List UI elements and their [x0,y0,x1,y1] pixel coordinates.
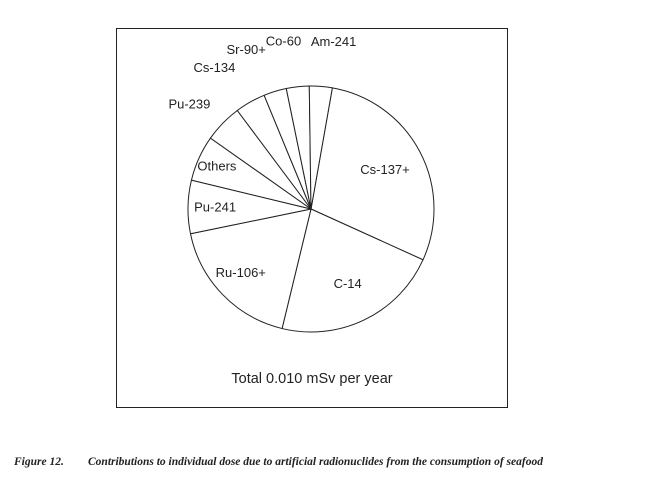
chart-frame [116,28,508,408]
total-dose-note: Total 0.010 mSv per year [231,371,393,387]
pie-chart [117,29,509,409]
slice-label-pu-239: Pu-239 [168,96,211,112]
slice-label-others: Others [197,158,237,174]
slice-label-sr-90-: Sr-90+ [226,42,266,58]
caption-text: Contributions to individual dose due to artificial radionuclides from the consumption of seafood [88,456,543,468]
figure-caption [14,456,634,469]
slice-label-ru-106-: Ru-106+ [215,265,266,281]
slice-label-cs-137-: Cs-137+ [360,162,410,177]
slice-label-am-241: Am-241 [310,34,357,50]
slice-label-pu-241: Pu-241 [194,199,237,215]
slice-label-co-60: Co-60 [265,33,302,49]
slice-label-cs-134: Cs-134 [193,60,236,76]
figure-number: Figure 12. [14,456,64,468]
slice-label-c-14: C-14 [333,276,362,292]
